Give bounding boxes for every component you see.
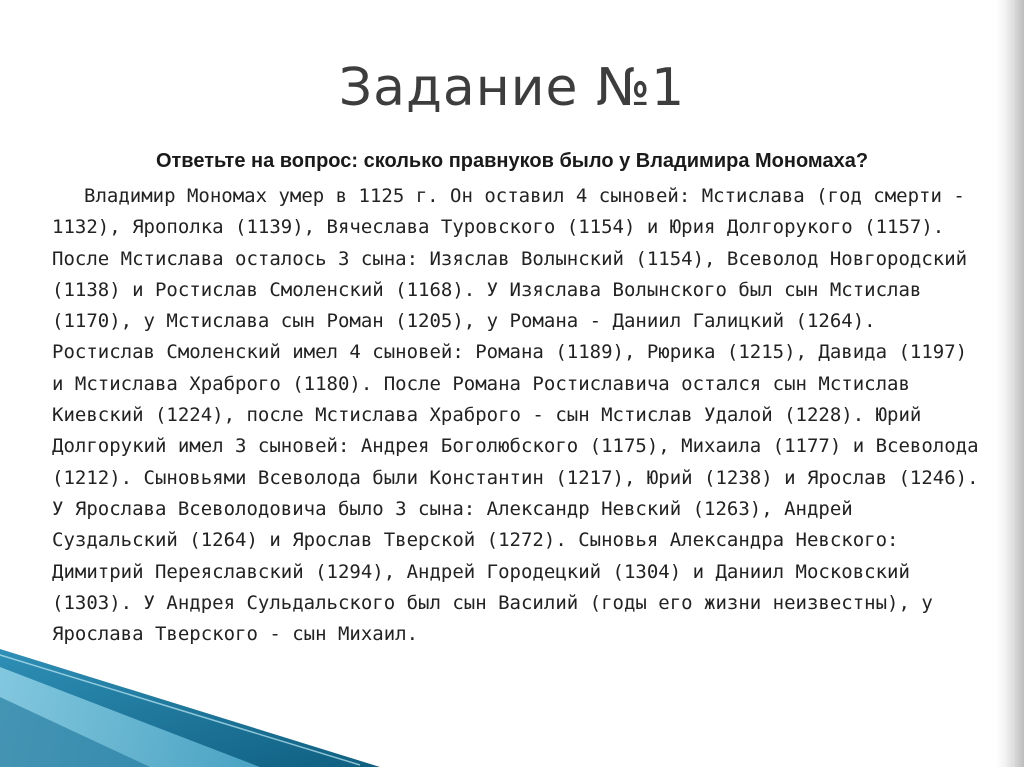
decorative-blue-wave: [0, 627, 480, 767]
body-paragraph: Владимир Мономах умер в 1125 г. Он оставил 4 сыновей: Мстислава (год смерти - 1132), Ярополка (1139), Вячеслава Туровского (1154) и Юрия Долгорукого (1157). После Мстислава осталось 3 сына: Изяслав Волынский (1154), Всеволод Новгородский (1138) и Ростислав Смоленский (1168). У Изяслава Волынского был сын Мстислав (1170), у Мстислава сын Роман (1205), у Романа - Даниил Галицкий (1264). Ростислав Смоленский имел 4 сыновей: Романа (1189), Рюрика (1215), Давида (1197) и Мстислава Храброго (1180). После Романа Ростиславича остался сын Мстислав Киевский (1224), после Мстислава Храброго - сын Мстислав Удалой (1228). Юрий Долгорукий имел 3 сыновей: Андрея Боголюбского (1175), Михаила (1177) и Всеволода (1212). Сыновьями Всеволода были Константин (1217), Юрий (1238) и Ярослав (1246). У Ярослава Всеволодовича было 3 сына: Александр Невский (1263), Андрей Суздальский (1264) и Ярослав Тверской (1272). Сыновья Александра Невского: Димитрий Переяславский (1294), Андрей Городецкий (1304) и Даниил Московский (1303). У Андрея Сульдальского был сын Василий (годы его жизни неизвестны), у Ярослава Тверского - сын Михаил.: [52, 185, 979, 646]
question-heading: Ответьте на вопрос: сколько правнуков было у Владимира Мономаха?: [155, 150, 869, 172]
slide-title: Задание №1: [338, 58, 686, 118]
